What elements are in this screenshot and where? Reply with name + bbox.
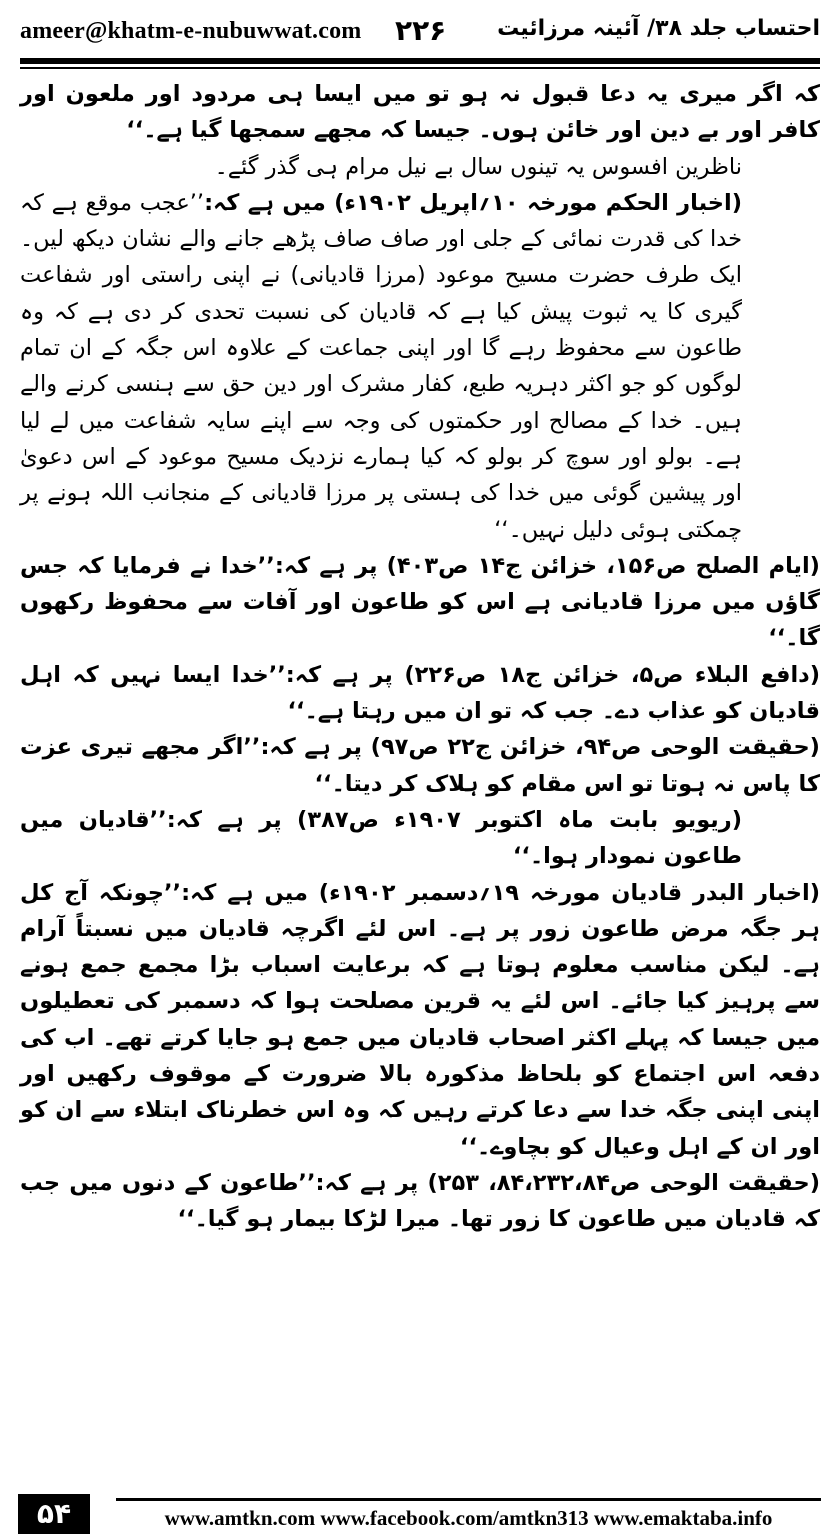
header-rule-thin <box>20 67 820 69</box>
quote-3: ’’عجب موقع ہے کہ خدا کی قدرت نمائی کے جلی اور صاف صاف پڑھے جانے والے نشان دیکھ لیں۔ ایک طرف حضرت مسیح موعود (مرزا قادیانی) نے اپنی راستی اور شفاعت گیری کا یہ ثبوت پیش کیا ہے کہ قادیان کی نسبت تحدی کر دی ہے کہ وہ طاعون سے محفوظ رہے گا اور اپنی جماعت کے علاوہ اس جگہ کے ان تمام لوگوں کو جو اکثر دہریہ طبع، کفار مشرک اور دین حق سے ہنسی کرنے والے ہیں۔ خدا کے مصالح اور حکمتوں کی وجہ سے اپنے سایہ شفاعت میں لے لیا ہے۔ بولو اور سوچ کر بولو کہ کیا ہمارے نزدیک مسیح موعود کے اس دعویٰ اور پیشین گوئی میں خدا کی ہستی پر مرزا قادیانی کے منجانب اللہ ہونے پر چمکتی ہوئی دلیل نہیں۔‘‘ <box>20 189 742 543</box>
body-text <box>20 76 820 1238</box>
header-page-number: ۲۲۶ <box>395 14 447 47</box>
quote-5: ’’خدا ایسا نہیں کہ اہل قادیان کو عذاب دے۔ جب کہ تو ان میں رہتا ہے۔‘‘ <box>20 661 820 725</box>
paragraph-4 <box>20 548 820 657</box>
reference-4: (ایام الصلح ص۱۵۶، خزائن ج۱۴ ص۴۰۳) پر ہے کہ: <box>274 552 820 579</box>
paragraph-1: کہ اگر میری یہ دعا قبول نہ ہو تو میں ایسا ہی مردود اور ملعون اور کافر اور بے دین اور خائن ہوں۔ جیسا کہ مجھے سمجھا گیا ہے۔‘‘ <box>20 81 820 144</box>
reference-8: (اخبار البدر قادیان مورخہ ۱۹؍دسمبر ۱۹۰۲ء) میں ہے کہ: <box>181 879 820 906</box>
quote-6: ’’اگر مجھے تیری عزت کا پاس نہ ہوتا تو اس مقام کو ہلاک کر دیتا۔‘‘ <box>20 734 820 797</box>
reference-6: (حقیقت الوحی ص۹۴، خزائن ج۲۲ ص۹۷) پر ہے کہ: <box>260 734 820 761</box>
reference-3: (اخبار الحکم مورخہ ۱۰؍اپریل ۱۹۰۲ء) میں ہے کہ: <box>204 189 742 216</box>
paragraph-7 <box>20 802 820 875</box>
paragraph-5 <box>20 657 820 730</box>
paragraph-9 <box>20 1165 820 1238</box>
reference-5: (دافع البلاء ص۵، خزائن ج۱۸ ص۲۲۶) پر ہے کہ: <box>285 661 820 688</box>
header-book-title: احتساب جلد ۳۸/ آئینہ مرزائیت <box>497 16 820 41</box>
paragraph-2: ناظرین افسوس یہ تینوں سال بے نیل مرام ہی گذر گئے۔ <box>214 153 742 180</box>
header-rule-thick <box>20 58 820 64</box>
footer-page-number: ۵۴ <box>18 1494 90 1534</box>
quote-8: ’’چونکہ آج کل ہر جگہ مرض طاعون زور پر ہے۔ اس لئے اگرچہ قادیان میں نسبتاً آرام ہے۔ لیکن مناسب معلوم ہوتا ہے کہ برعایت اسباب بڑا مجمع جمع ہونے سے پرہیز کیا جائے۔ اس لئے یہ قرین مصلحت ہوا کہ دسمبر کی تعطیلوں میں جیسا کہ پہلے اکثر اصحاب قادیان میں جمع ہو جایا کرتے تھے۔ اب کی دفعہ اس اجتماع کو بلحاظ مذکورہ بالا ضرورت کے موقوف رکھیں اور اپنی اپنی جگہ خدا سے دعا کرتے رہیں کہ وہ اس خطرناک ابتلاء سے ان کو اور ان کے اہل وعیال کو بچاوے۔‘‘ <box>20 879 820 1160</box>
paragraph-8 <box>20 875 820 1165</box>
quote-7: ’’قادیان میں طاعون نمودار ہوا۔‘‘ <box>20 806 742 870</box>
paragraph-3 <box>20 185 820 548</box>
reference-9: (حقیقت الوحی ص۸۴،۲۳۲،۸۴، ۲۵۳) پر ہے کہ: <box>315 1169 820 1196</box>
quote-9: ’’طاعون کے دنوں میں جب کہ قادیان میں طاعون کا زور تھا۔ میرا لڑکا بیمار ہو گیا۔‘‘ <box>20 1169 820 1233</box>
header-email: ameer@khatm-e-nubuwwat.com <box>20 18 362 44</box>
reference-7: (ریویو بابت ماہ اکتوبر ۱۹۰۷ء ص۳۸۷) پر ہے کہ: <box>166 806 742 833</box>
footer-rule <box>116 1498 821 1501</box>
quote-4: ’’خدا نے فرمایا کہ جس گاؤں میں مرزا قادیانی ہے اس کو طاعون اور آفات سے محفوظ رکھوں گا۔‘‘ <box>20 552 820 652</box>
footer-links: www.amtkn.com www.facebook.com/amtkn313 www.emaktaba.info <box>164 1506 773 1530</box>
page-header <box>20 12 820 52</box>
page-footer <box>0 1490 840 1540</box>
paragraph-6 <box>20 729 820 802</box>
